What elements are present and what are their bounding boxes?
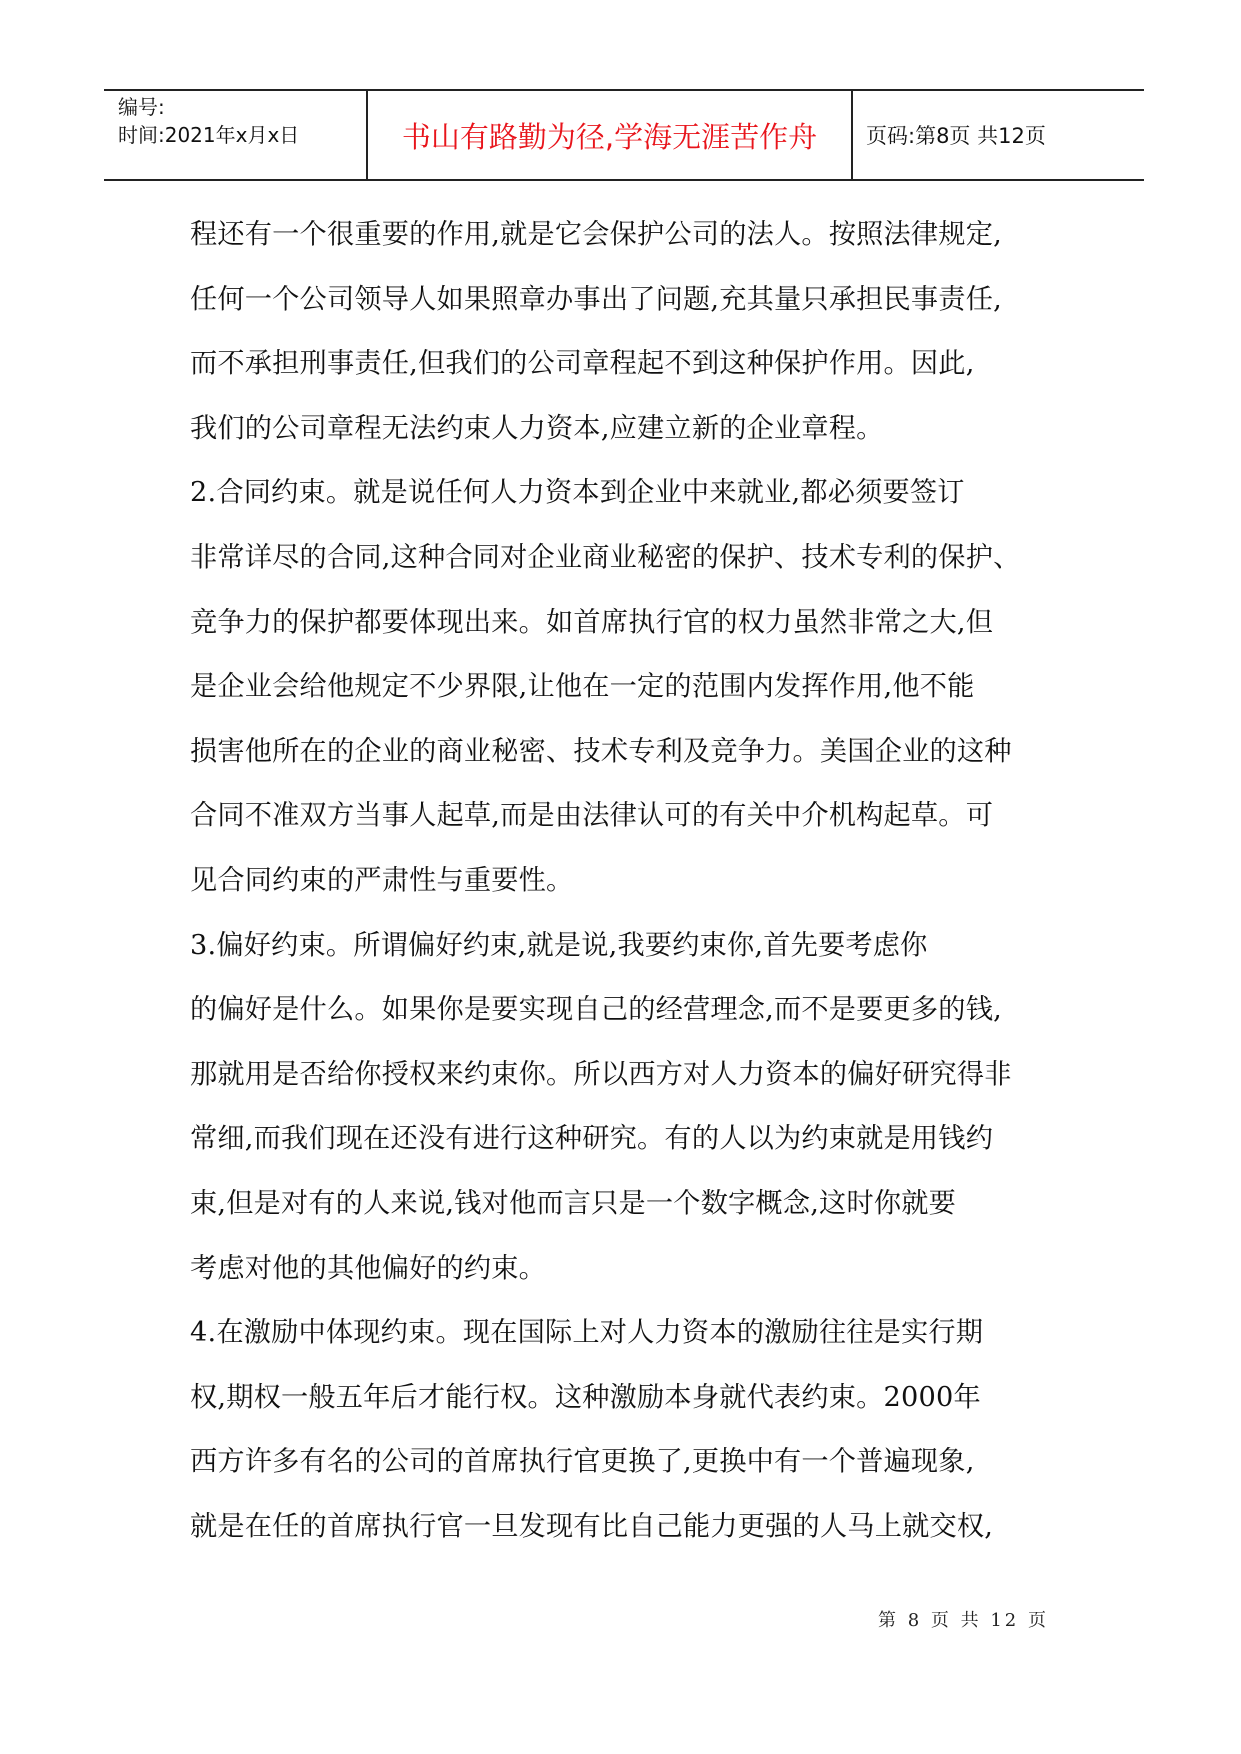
body-line: 就是在任的首席执行官一旦发现有比自己能力更强的人马上就交权,	[190, 1510, 994, 1542]
body-line: 考虑对他的其他偏好的约束。	[190, 1252, 547, 1284]
serial-number-label: 编号:	[118, 95, 165, 119]
body-line: 4.在激励中体现约束。现在国际上对人力资本的激励往往是实行期	[190, 1317, 984, 1349]
body-line: 常细,而我们现在还没有进行这种研究。有的人以为约束就是用钱约	[190, 1123, 994, 1155]
date-label: 时间:2021年x月x日	[118, 123, 300, 147]
body-line: 的偏好是什么。如果你是要实现自己的经营理念,而不是要更多的钱,	[190, 994, 1002, 1026]
body-line: 合同不准双方当事人起草,而是由法律认可的有关中介机构起草。可	[190, 800, 994, 832]
header-divider	[851, 91, 853, 179]
header-motto: 书山有路勤为径,学海无涯苦作舟	[401, 119, 818, 154]
body-line: 3.偏好约束。所谓偏好约束,就是说,我要约束你,首先要考虑你	[190, 929, 928, 961]
body-line: 而不承担刑事责任,但我们的公司章程起不到这种保护作用。因此,	[190, 348, 975, 380]
header-page-number: 页码:第8页 共12页	[866, 124, 1046, 148]
body-line: 竞争力的保护都要体现出来。如首席执行官的权力虽然非常之大,但	[190, 606, 994, 638]
body-line: 程还有一个很重要的作用,就是它会保护公司的法人。按照法律规定,	[190, 219, 1002, 250]
body-line: 是企业会给他规定不少界限,让他在一定的范围内发挥作用,他不能	[190, 671, 975, 703]
body-line: 权,期权一般五年后才能行权。这种激励本身就代表约束。2000年	[190, 1381, 981, 1413]
body-line: 西方许多有名的公司的首席执行官更换了,更换中有一个普遍现象,	[190, 1446, 975, 1478]
body-line: 我们的公司章程无法约束人力资本,应建立新的企业章程。	[190, 412, 884, 444]
body-line: 那就用是否给你授权来约束你。所以西方对人力资本的偏好研究得非	[190, 1058, 1012, 1090]
body-line: 任何一个公司领导人如果照章办事出了问题,充其量只承担民事责任,	[190, 283, 1002, 315]
document-body	[190, 203, 1090, 1559]
body-line: 束,但是对有的人来说,钱对他而言只是一个数字概念,这时你就要	[190, 1187, 956, 1219]
body-line: 损害他所在的企业的商业秘密、技术专利及竞争力。美国企业的这种	[190, 735, 1012, 767]
page-header	[104, 89, 1144, 181]
body-line: 见合同约束的严肃性与重要性。	[190, 864, 574, 896]
body-line: 2.合同约束。就是说任何人力资本到企业中来就业,都必须要签订	[190, 477, 965, 509]
body-line: 非常详尽的合同,这种合同对企业商业秘密的保护、技术专利的保护、	[190, 541, 1021, 573]
page-footer: 第 8 页 共 12 页	[878, 1610, 1049, 1631]
header-meta	[118, 93, 299, 149]
